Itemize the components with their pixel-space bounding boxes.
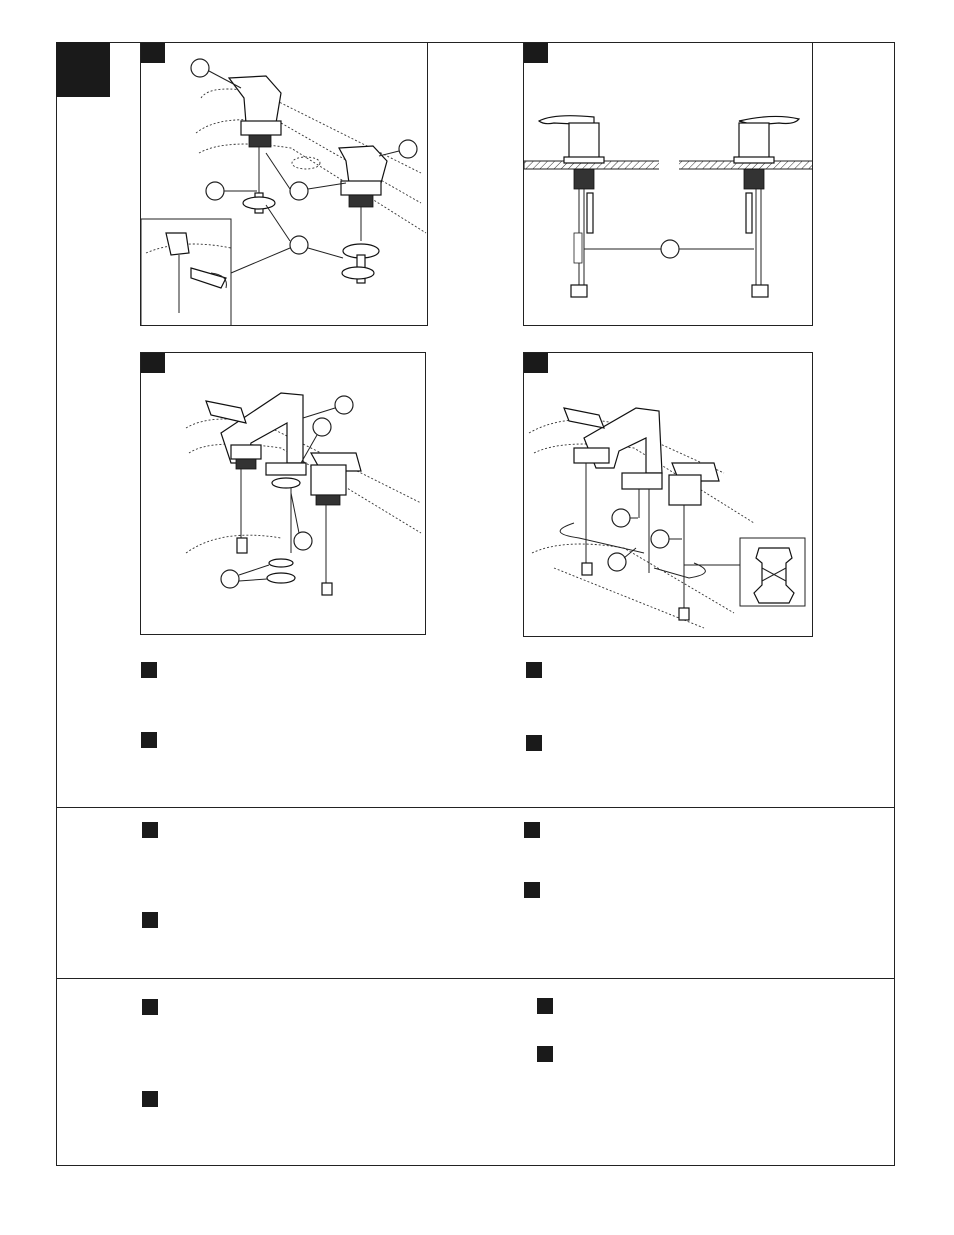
panel-marker — [141, 353, 165, 373]
panel-marker — [524, 43, 548, 63]
step-marker — [526, 735, 542, 751]
section-tab — [56, 42, 110, 97]
step-marker — [524, 822, 540, 838]
step-marker — [524, 882, 540, 898]
section-divider-2 — [56, 978, 895, 979]
illustration-hose-connection — [523, 352, 813, 637]
step-marker — [537, 998, 553, 1014]
panel-marker — [524, 353, 548, 373]
illustration-spout-installation — [140, 352, 426, 635]
illustration-counter-section — [523, 42, 813, 326]
step-marker — [141, 732, 157, 748]
illustration-valve-installation — [140, 42, 428, 326]
panel-marker — [141, 43, 165, 63]
step-marker — [142, 822, 158, 838]
step-marker — [537, 1046, 553, 1062]
step-marker — [141, 662, 157, 678]
step-marker — [142, 912, 158, 928]
section-divider-1 — [56, 807, 895, 808]
step-marker — [142, 999, 158, 1015]
step-marker — [142, 1091, 158, 1107]
step-marker — [526, 662, 542, 678]
